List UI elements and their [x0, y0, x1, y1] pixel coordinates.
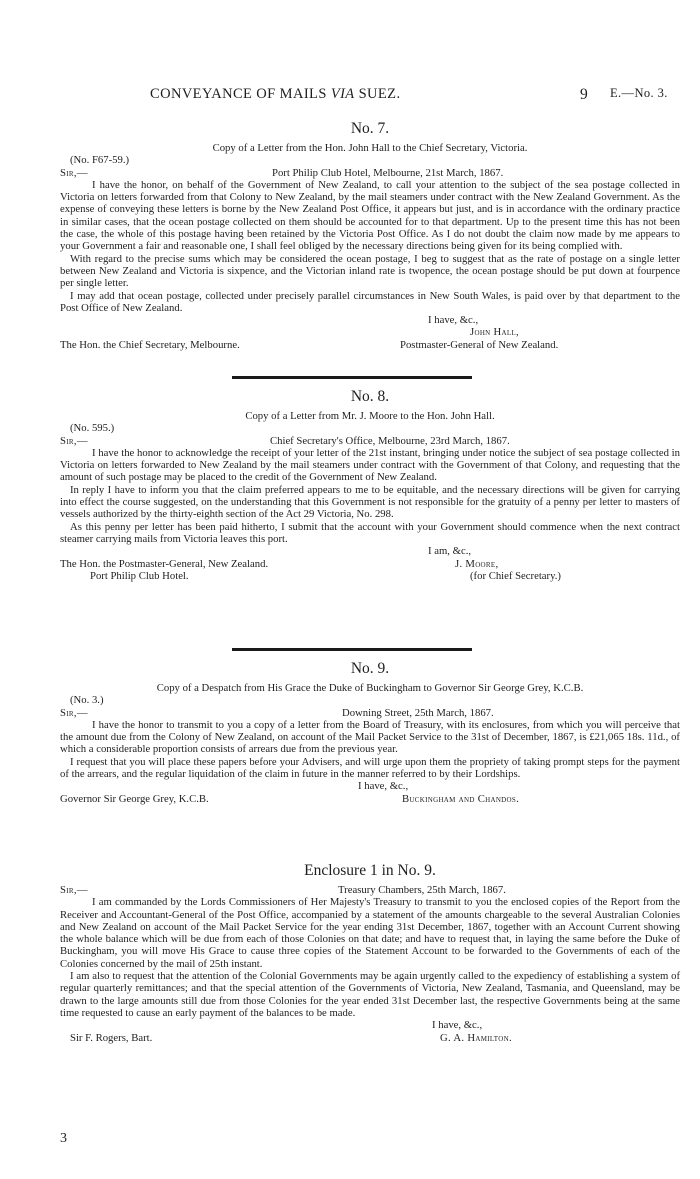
letter-ref: (No. F67-59.): [70, 154, 130, 167]
copy-of-line: Copy of a Letter from Mr. J. Moore to the Hon. John Hall.: [245, 410, 495, 422]
paragraph: As this penny per letter has been paid hitherto, I submit that the account with your Government should commence when the next contract steamer carrying mails from Victoria leaves this port.: [60, 520, 680, 545]
closing: I am, &c.,: [428, 545, 472, 558]
despatch-no9: [60, 660, 680, 805]
addressee-line-2: Port Philip Club Hotel.: [90, 569, 189, 582]
signature: G. A. Hamilton.: [440, 1031, 512, 1044]
section-heading: No. 9.: [350, 660, 390, 677]
salutation: Sir,—: [60, 166, 88, 179]
salutation-row: [60, 707, 680, 719]
address-line: Treasury Chambers, 25th March, 1867.: [338, 884, 506, 896]
signature-title: Postmaster-General of New Zealand.: [400, 338, 559, 351]
section-heading: No. 8.: [350, 388, 390, 405]
copy-of-line: Copy of a Letter from the Hon. John Hall to the Chief Secretary, Victoria.: [212, 142, 528, 154]
paragraph: I am also to request that the attention of the Colonial Governments may be again urgently called to the expediency of establishing a system of regular quarterly remittances; and that the special attention of the Governments of Victoria, New Zealand, Tasmania, and Queensland, may be drawn to the large amounts still due from those Colonies for the year ended 31st December last, the respective Governments being at the same time requested to cause an early payment of the balances to be made.: [60, 970, 680, 1019]
salutation: Sir,—: [60, 706, 88, 719]
signature-mark: 3: [60, 1131, 67, 1146]
signature-title: (for Chief Secretary.): [470, 569, 561, 582]
paper-reference: E.—No. 3.: [610, 86, 668, 100]
closing: I have, &c.,: [428, 314, 479, 327]
closing: I have, &c.,: [432, 1019, 483, 1032]
paragraph: With regard to the precise sums which may be considered the ocean postage, I beg to suggest that as the rate of postage on a single letter between New Zealand and Victoria is sixpence, and the Victorian inland rate is twopence, the ocean postage should be put down at fourpence per single letter.: [60, 252, 680, 290]
enclosure-1: [60, 862, 680, 1044]
addressee: The Hon. the Chief Secretary, Melbourne.: [60, 338, 240, 351]
signature: J. Moore,: [455, 557, 499, 570]
paragraph: I have the honor, on behalf of the Government of New Zealand, to call your attention to the subject of the sea postage collected in Victoria on letters forwarded from that Colony to New Zealand, by the mail steamers under contract with the New Zealand Government. As the expense of conveying these letters is borne by the New Zealand Post Office, it appears but just, and is in accordance with the ordinary practice in similar cases, that the ocean postage collected on them should be accounted for to that department. Up to the present time this has not been the case, the whole of this postage having been retained by the Victoria Post Office. As I do not doubt the claim now made by me appears to your Government a fair and reasonable one, I shall feel obliged by the necessary directions being given for its being complied with.: [60, 178, 680, 253]
copy-of-line: Copy of a Despatch from His Grace the Duke of Buckingham to Governor Sir George Grey, K.C.B.: [156, 682, 584, 694]
paragraph: I have the honor to acknowledge the receipt of your letter of the 21st instant, bringing under notice the subject of sea postage collected in Victoria on letters forwarded to New Zealand by the mail steamers under contract with the Government of that Colony, and requesting that the amount of such postage may be placed to the credit of the Government of New Zealand.: [60, 446, 680, 484]
salutation: Sir,—: [60, 434, 88, 447]
addressee: Governor Sir George Grey, K.C.B.: [60, 792, 209, 805]
letter-no8: [60, 388, 680, 582]
signature: John Hall,: [470, 326, 519, 339]
section-heading: No. 7.: [350, 120, 390, 137]
section-divider: [232, 648, 472, 651]
salutation-row: [60, 884, 680, 896]
paragraph: I am commanded by the Lords Commissioners of Her Majesty's Treasury to transmit to you the enclosed copies of the Report from the Receiver and Accountant-General of the Post Office, accompanied by a statement of the amounts chargeable to the several Australian Colonies and New Zealand on account of the Mail Packet Service for the year ending 31st December, 1867, together with an Account Current showing the whole balance which will be due from each of those Colonies on that date; and have to request that, in laying the same before the Duke of Buckingham, you will move His Grace to cause three copies of the Statement Account to be forwarded to the Governments of each of the Colonies concerned by the mail of 25th instant.: [60, 896, 680, 970]
page-title: CONVEYANCE OF MAILS VIA SUEZ.: [150, 86, 401, 102]
addressee: Sir F. Rogers, Bart.: [70, 1031, 153, 1044]
letter-ref: (No. 595.): [70, 422, 115, 435]
paragraph: I may add that ocean postage, collected under precisely parallel circumstances in New South Wales, is paid over by that department to the Post Office of New Zealand.: [60, 289, 680, 314]
page-number: 9: [580, 86, 589, 103]
salutation: Sir,—: [60, 884, 88, 896]
salutation-row: [60, 435, 680, 447]
signature: Buckingham and Chandos.: [402, 792, 520, 805]
address-line: Downing Street, 25th March, 1867.: [342, 706, 494, 719]
paragraph: I have the honor to transmit to you a copy of a letter from the Board of Treasury, with its enclosures, from which you will perceive that the amount due from the Colony of New Zealand, on account of the Mail Packet Service to the 31st of December, 1867, is £21,065 18s. 11d., of which a considerable proportion consists of arrears due from the previous year.: [60, 718, 680, 756]
section-divider: [232, 376, 472, 379]
salutation-row: [60, 167, 680, 179]
section-heading: Enclosure 1 in No. 9.: [304, 862, 436, 879]
letter-ref: (No. 3.): [70, 694, 104, 707]
addressee: The Hon. the Postmaster-General, New Zealand.: [60, 557, 269, 570]
closing: I have, &c.,: [358, 780, 409, 793]
letter-no7: [60, 120, 680, 351]
address-line: Port Philip Club Hotel, Melbourne, 21st March, 1867.: [272, 166, 504, 179]
address-line: Chief Secretary's Office, Melbourne, 23rd March, 1867.: [270, 434, 510, 447]
paragraph: I request that you will place these papers before your Advisers, and will urge upon them the propriety of taking prompt steps for the payment of the arrears, and the regular liquidation of the claim in future in the manner referred to by their Lordships.: [60, 755, 680, 781]
paragraph: In reply I have to inform you that the claim preferred appears to me to be equitable, and the necessary directions will be given for carrying into effect the course suggested, on the understanding that this Government is not responsible for the gratuity of a penny per letter to masters of vessels authorized by the thirty-eighth section of the Act 29 Victoria, No. 298.: [60, 483, 680, 521]
